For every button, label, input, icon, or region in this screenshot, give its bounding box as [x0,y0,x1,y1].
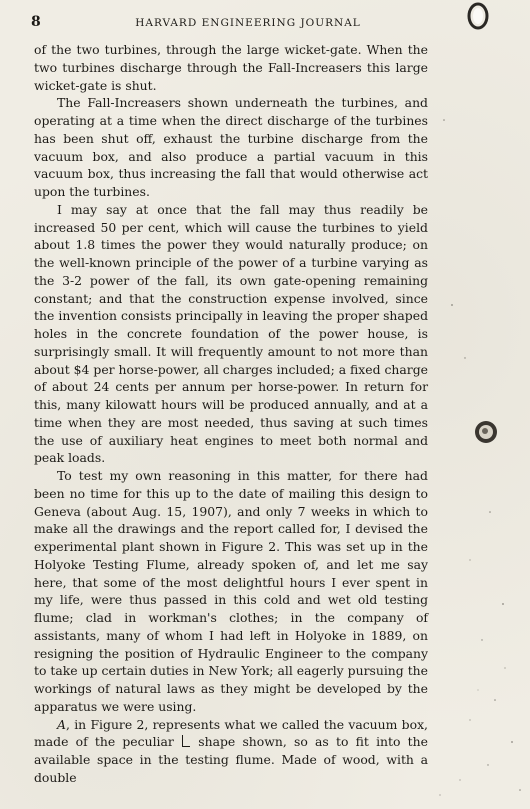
binder-hole-top [466,2,490,30]
paragraph-fall-increasers: The Fall-Increasers shown underneath the turbines, and operating at a time when the direct discharge of the turbines has been shut off, exhaust the turbine discharge from the vacuum box, and also produce a partial vacuum in this vacuum box, thus increasing the fall that would otherwise act upon the turbines. [34,95,428,199]
l-shape-symbol [182,735,190,747]
running-head: HARVARD ENGINEERING JOURNAL [135,17,361,29]
figure-letter-a: A [57,716,66,732]
page-number: 8 [31,14,41,30]
page-header [28,14,468,32]
article-body [34,41,428,787]
vacuum-box-text-start: , in Figure 2, represents what we called the vacuum box, made of the peculiar [34,716,428,750]
paragraph-continuation: of the two turbines, through the large wicket-gate. When the two turbines discharge through the Fall-Increasers this large wicket-gate is shut. [34,42,428,93]
paragraph-testing-flume: To test my own reasoning in this matter, for there had been no time for this up to the date of mailing this design to Geneva (about Aug. 15, 1907), and only 7 weeks in which to make all the drawings and the report called for, I devised the experimental plant shown in Figure 2. This was set up in the Holyoke Testing Flume, already spoken of, and let me say here, that some of the most delightful hours I ever spent in my life, were thus passed in this cold and wet old testing flume; clad in workman's clothes; in the company of assistants, many of whom I had left in Holyoke in 1889, on resigning the position of Hydraulic Engineer to the company to take up certain duties in New York; all eagerly pursuing the workings of natural laws as they might be developed by the apparatus we were using. [34,468,428,714]
vacuum-box-text-end: shape shown, so as to fit into the available space in the testing flume. Made of wood, with a double [34,734,428,785]
paragraph-fall-increase: I may say at once that the fall may thus readily be increased 50 per cent, which will cause the turbines to yield about 1.8 times the power they would naturally produce; on the well-known principle of the power of a turbine varying as the 3-2 power of the fall, its own gate-opening remaining constant; and that the construction expense involved, since the invention consists principally in leaving the proper shaped holes in the concrete foundation of the power house, is surprisingly small. It will frequently amount to not more than about $4 per horse-power, all charges included; a fixed charge of about 24 cents per annum per horse-power. In return for this, many kilowatt hours will be produced annually, and at a time when they are most needed, thus saving at such times the use of auxiliary heat engines to meet both normal and peak loads. [34,201,428,466]
binder-hole-middle [473,419,499,445]
paragraph-vacuum-box [34,716,428,787]
